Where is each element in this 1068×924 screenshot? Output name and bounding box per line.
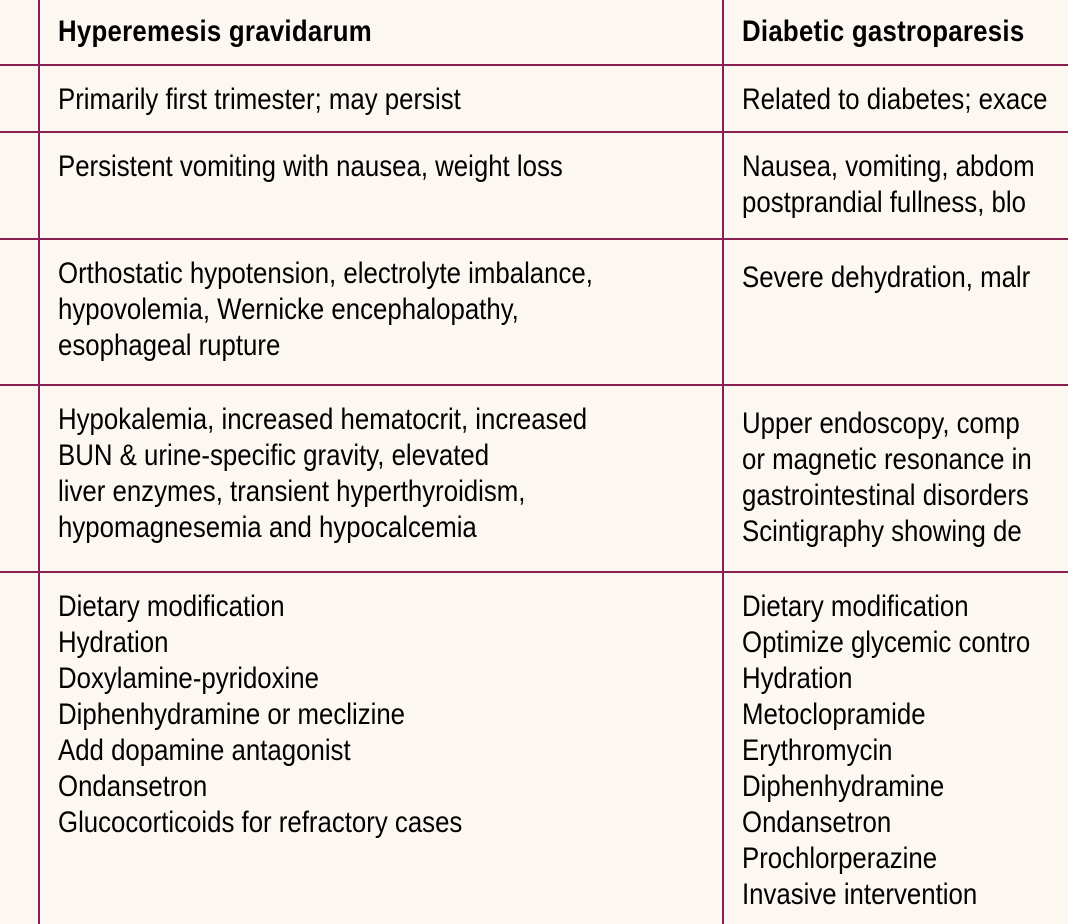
cell-line: Orthostatic hypotension, electrolyte imbalance, <box>58 257 593 290</box>
cell-line: Prochlorperazine <box>742 842 938 875</box>
cell-line: Scintigraphy showing de <box>742 515 1022 548</box>
row-divider <box>0 238 1068 240</box>
cell-line: Ondansetron <box>58 770 208 803</box>
cell-line: Nausea, vomiting, abdom <box>742 150 1035 183</box>
cell-line: liver enzymes, transient hyperthyroidism, <box>58 475 526 508</box>
row-divider <box>0 384 1068 386</box>
cell-line: Dietary modification <box>58 590 285 623</box>
cell-line: Diphenhydramine <box>742 770 945 803</box>
cell-line: BUN & urine-specific gravity, elevated <box>58 439 490 472</box>
cell-hyperemesis-treatment <box>58 589 712 841</box>
cell-gastroparesis-timing <box>742 82 1068 118</box>
cell-line: or magnetic resonance in <box>742 443 1032 476</box>
cell-gastroparesis-complications <box>742 260 1068 296</box>
cell-line: Hypokalemia, increased hematocrit, increased <box>58 403 588 436</box>
cell-line: Severe dehydration, malr <box>742 261 1031 294</box>
cell-line: esophageal rupture <box>58 329 281 362</box>
cell-line: Erythromycin <box>742 734 893 767</box>
column-divider-middle <box>722 0 724 924</box>
cell-line: Glucocorticoids for refractory cases <box>58 806 463 839</box>
cell-line: Metoclopramide <box>742 698 926 731</box>
cell-line: Doxylamine-pyridoxine <box>58 662 319 695</box>
cell-hyperemesis-timing <box>58 82 712 118</box>
cell-line: Diphenhydramine or meclizine <box>58 698 406 731</box>
cell-line: hypomagnesemia and hypocalcemia <box>58 511 477 544</box>
cell-line: Primarily first trimester; may persist <box>58 83 461 116</box>
cell-line: hypovolemia, Wernicke encephalopathy, <box>58 293 519 326</box>
row-divider <box>0 571 1068 573</box>
cell-line: Persistent vomiting with nausea, weight loss <box>58 150 563 183</box>
cell-hyperemesis-complications <box>58 256 712 364</box>
cell-line: Dietary modification <box>742 590 969 623</box>
column-divider-left <box>38 0 40 924</box>
cell-hyperemesis-symptoms <box>58 149 712 185</box>
cell-hyperemesis-findings <box>58 402 712 546</box>
cell-line: gastrointestinal disorders <box>742 479 1029 512</box>
row-divider <box>0 131 1068 133</box>
header-diabetic-gastroparesis: Diabetic gastroparesis <box>742 15 1025 48</box>
cell-line: Add dopamine antagonist <box>58 734 351 767</box>
cell-line: Optimize glycemic contro <box>742 626 1031 659</box>
cell-line: Invasive intervention <box>742 878 978 911</box>
row-divider <box>0 64 1068 66</box>
cell-line: Related to diabetes; exace <box>742 83 1048 116</box>
cell-line: Hydration <box>742 662 853 695</box>
header-hyperemesis-gravidarum: Hyperemesis gravidarum <box>58 15 372 48</box>
cell-line: Upper endoscopy, comp <box>742 407 1020 440</box>
cell-gastroparesis-findings <box>742 406 1068 550</box>
cell-gastroparesis-symptoms <box>742 149 1068 221</box>
cell-line: Ondansetron <box>742 806 892 839</box>
cell-line: postprandial fullness, blo <box>742 186 1026 219</box>
cell-gastroparesis-treatment <box>742 589 1068 913</box>
cell-line: Hydration <box>58 626 169 659</box>
